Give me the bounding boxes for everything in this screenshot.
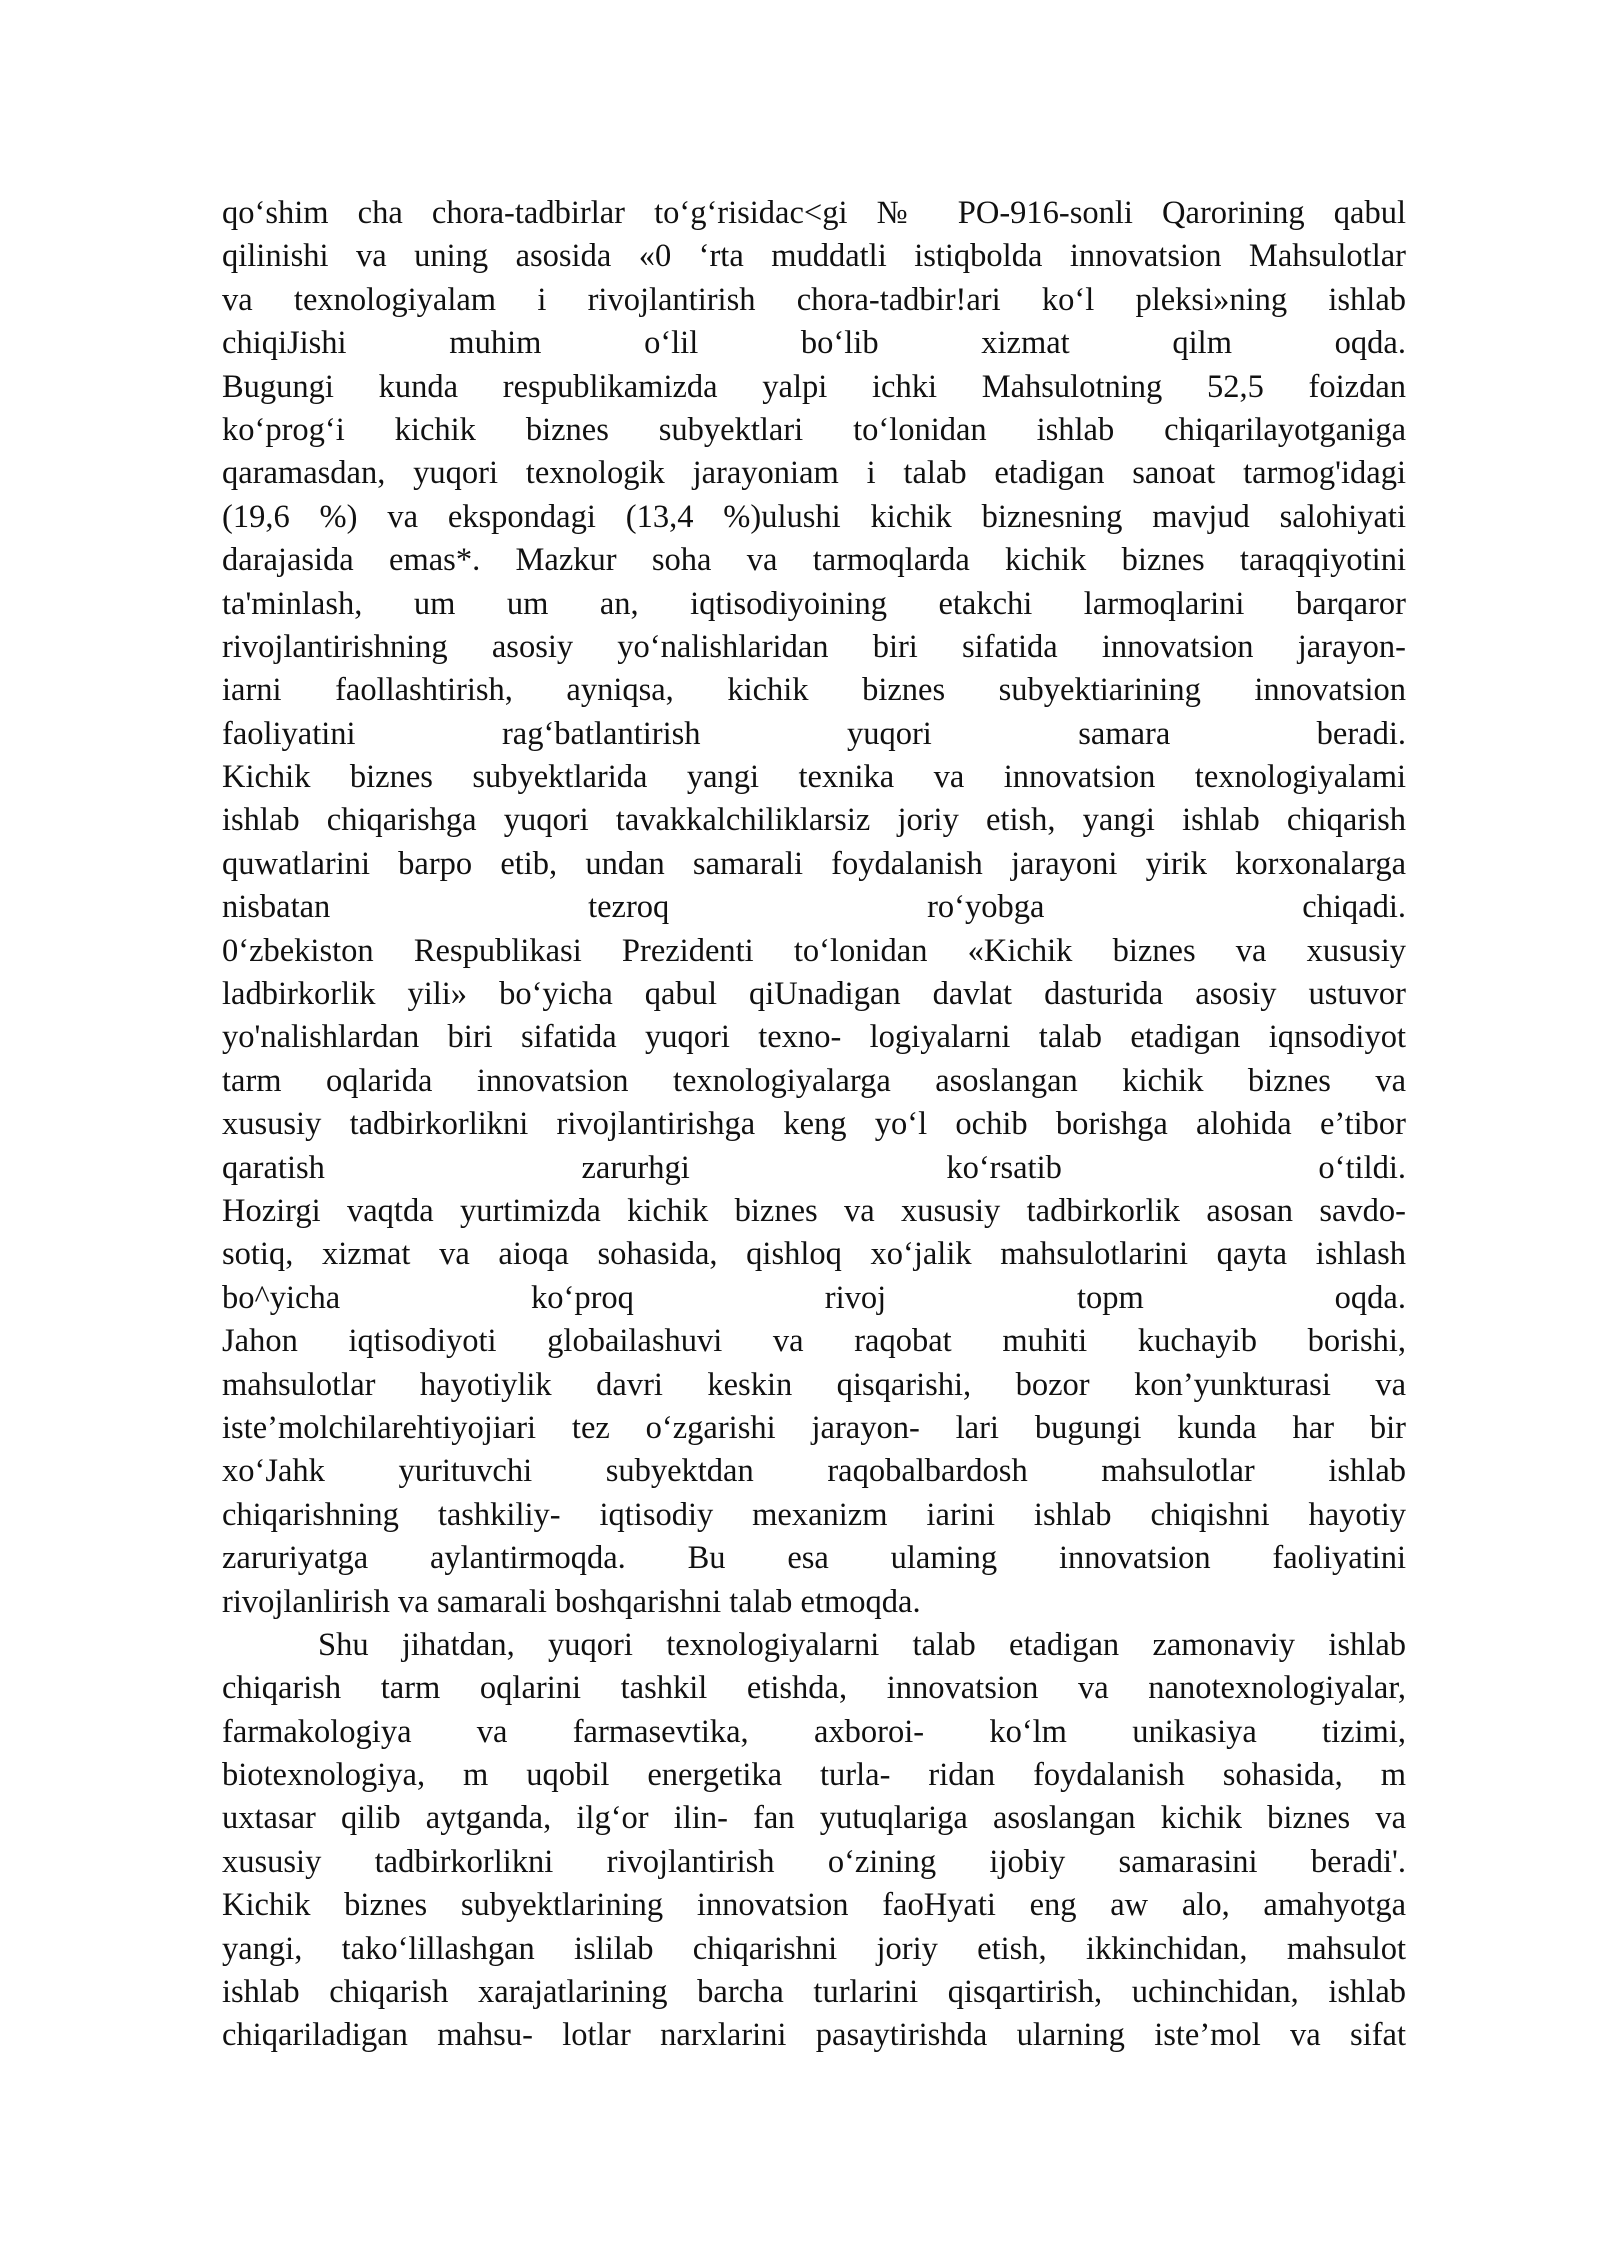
text-line: chiqarish tarm oqlarini tashkil etishda, innovatsion va nanotexnologiyalar, [222,1670,1406,1707]
text-line: darajasida emas*. Mazkur soha va tarmoqlarda kichik biznes taraqqiyotini [222,542,1406,579]
text-line: sotiq, xizmat va aioqa sohasida, qishloq xo‘jalik mahsulotlarini qayta ishlash [222,1236,1406,1273]
text-line: va texnologiyalam i rivojlantirish chora-tadbir!ari ko‘l pleksi»ning ishlab [222,281,1406,318]
text-line: ko‘prog‘i kichik biznes subyektlari to‘lonidan ishlab chiqarilayotganiga [222,411,1406,448]
text-line: ladbirkorlik yili» bo‘yicha qabul qiUnadigan davlat dasturida asosiy ustuvor [222,976,1406,1013]
text-line: yo'nalishlardan biri sifatida yuqori texno- logiyalarni talab etadigan iqnsodiyot [222,1019,1406,1056]
text-line: farmakologiya va farmasevtika, axboroi- ko‘lm unikasiya tizimi, [222,1713,1406,1750]
text-line: nisbatan tezroq ro‘yobga chiqadi. [222,889,1406,926]
text-line: chiqiJishi muhim o‘lil bo‘lib xizmat qilm oqda. [222,325,1406,362]
text-line: 0‘zbekiston Respublikasi Prezidenti to‘lonidan «Kichik biznes va xususiy [222,932,1406,969]
text-line: faoliyatini rag‘batlantirish yuqori samara beradi. [222,715,1406,752]
text-line: qo‘shim cha chora-tadbirlar to‘g‘risidac<gi № PO-916-sonli Qarorining qabul [222,195,1406,231]
text-line: xo‘Jahk yurituvchi subyektdan raqobalbardosh mahsulotlar ishlab [222,1453,1406,1490]
text-line: uxtasar qilib aytganda, ilg‘or ilin- fan yutuqlariga asoslangan kichik biznes va [222,1800,1406,1837]
text-line: mahsulotlar hayotiylik davri keskin qisqarishi, bozor kon’yunkturasi va [222,1366,1406,1403]
text-line: rivojlantirishning asosiy yo‘nalishlaridan biri sifatida innovatsion jarayon- [222,628,1406,665]
text-line: rivojlanlirish va samarali boshqarishni talab etmoqda. [222,1583,921,1620]
text-line: bo^yicha ko‘proq rivoj topm oqda. [222,1279,1406,1316]
text-line: quwatlarini barpo etib, undan samarali foydalanish jarayoni yirik korxonalarga [222,845,1406,882]
text-line: chiqarishning tashkiliy- iqtisodiy mexanizm iarini ishlab chiqishni hayotiy [222,1496,1406,1533]
text-line: (19,6 %) va ekspondagi (13,4 %)ulushi kichik biznesning mavjud salohiyati [222,498,1406,535]
text-line: ta'minlash, um um an, iqtisodiyoining etakchi larmoqlarini barqaror [222,585,1406,622]
text-line: xususiy tadbirkorlikni rivojlantirishga keng yo‘l ochib borishga alohida e’tibor [222,1106,1406,1143]
text-line: iste’molchilarehtiyojiari tez o‘zgarishi jarayon- lari bugungi kunda har bir [222,1409,1406,1446]
text-line: Kichik biznes subyektlarida yangi texnika va innovatsion texnologiyalami [222,759,1406,796]
text-line: ishlab chiqarishga yuqori tavakkalchiliklarsiz joriy etish, yangi ishlab chiqarish [222,802,1406,839]
text-line: Shu jihatdan, yuqori texnologiyalarni talab etadigan zamonaviy ishlab [318,1626,1406,1663]
text-line: xususiy tadbirkorlikni rivojlantirish o‘zining ijobiy samarasini beradi'. [222,1843,1406,1880]
text-line: chiqariladigan mahsu- lotlar narxlarini pasaytirishda ularning iste’mol va sifat [222,2017,1406,2054]
text-line: iarni faollashtirish, ayniqsa, kichik biznes subyektiarining innovatsion [222,672,1406,709]
text-line: biotexnologiya, m uqobil energetika turla- ridan foydalanish sohasida, m [222,1757,1406,1794]
text-line: ishlab chiqarish xarajatlarining barcha turlarini qisqartirish, uchinchidan, ishlab [222,1974,1406,2011]
text-line: tarm oqlarida innovatsion texnologiyalarga asoslangan kichik biznes va [222,1062,1406,1099]
text-line: Jahon iqtisodiyoti globailashuvi va raqobat muhiti kuchayib borishi, [222,1323,1406,1360]
document-page [222,192,1406,2058]
text-line: Hozirgi vaqtda yurtimizda kichik biznes va xususiy tadbirkorlik asosan savdo- [222,1192,1406,1229]
text-line: yangi, tako‘lillashgan islilab chiqarishni joriy etish, ikkinchidan, mahsulot [222,1930,1406,1967]
text-line: Kichik biznes subyektlarining innovatsion faoHyati eng aw alo, amahyotga [222,1887,1406,1924]
text-line: zaruriyatga aylantirmoqda. Bu esa ulaming innovatsion faoliyatini [222,1540,1406,1577]
text-line: qaramasdan, yuqori texnologik jarayoniam i talab etadigan sanoat tarmog'idagi [222,455,1406,492]
text-line: Bugungi kunda respublikamizda yalpi ichki Mahsulotning 52,5 foizdan [222,368,1406,405]
text-line: qaratish zarurhgi ko‘rsatib o‘tildi. [222,1149,1406,1186]
text-line: qilinishi va uning asosida «0 ‘rta muddatli istiqbolda innovatsion Mahsulotlar [222,238,1406,275]
